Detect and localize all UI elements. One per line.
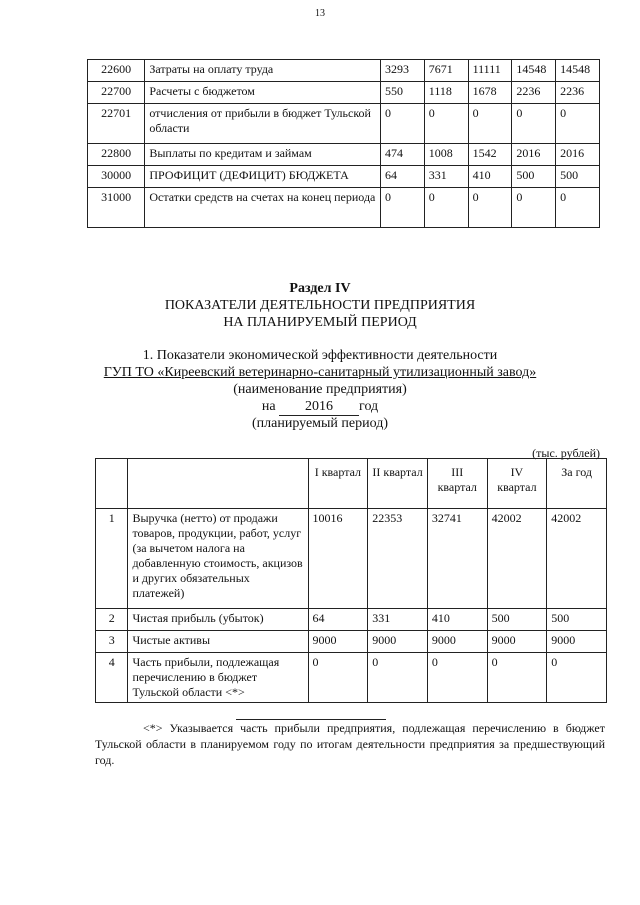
row-code: 31000 bbox=[88, 188, 145, 228]
row-value: 14548 bbox=[512, 60, 556, 82]
row-name: Выплаты по кредитам и займам bbox=[145, 144, 381, 166]
table-row bbox=[88, 188, 600, 228]
row-name: Часть прибыли, подлежащая перечислению в бюджет Тульской области <*> bbox=[128, 653, 308, 703]
row-code: 22701 bbox=[88, 104, 145, 144]
row-value: 1118 bbox=[424, 82, 468, 104]
header-q4: IV квартал bbox=[487, 459, 547, 509]
row-value: 500 bbox=[487, 609, 547, 631]
row-name: отчисления от прибыли в бюджет Тульской области bbox=[145, 104, 381, 144]
row-value: 0 bbox=[381, 188, 425, 228]
row-value: 0 bbox=[424, 188, 468, 228]
row-number: 3 bbox=[96, 631, 128, 653]
row-code: 30000 bbox=[88, 166, 145, 188]
header-q1: I квартал bbox=[308, 459, 368, 509]
unit-label: (тыс. рублей) bbox=[532, 446, 600, 460]
planning-year: 2016 bbox=[279, 398, 359, 416]
row-value: 42002 bbox=[547, 509, 607, 609]
row-value: 9000 bbox=[547, 631, 607, 653]
row-value: 0 bbox=[381, 104, 425, 144]
row-value: 9000 bbox=[368, 631, 428, 653]
row-number: 2 bbox=[96, 609, 128, 631]
year-suffix: год bbox=[359, 399, 379, 414]
row-name: Затраты на оплату труда bbox=[145, 60, 381, 82]
row-value: 474 bbox=[381, 144, 425, 166]
row-value: 10016 bbox=[308, 509, 368, 609]
row-value: 410 bbox=[468, 166, 512, 188]
row-value: 22353 bbox=[368, 509, 428, 609]
row-value: 32741 bbox=[427, 509, 487, 609]
row-value: 0 bbox=[427, 653, 487, 703]
table-row bbox=[88, 104, 600, 144]
row-value: 0 bbox=[556, 104, 600, 144]
row-value: 1008 bbox=[424, 144, 468, 166]
period-caption: (планируемый период) bbox=[251, 416, 389, 431]
header-year: За год bbox=[547, 459, 607, 509]
row-value: 0 bbox=[424, 104, 468, 144]
planning-year-line bbox=[0, 398, 640, 416]
row-name: Чистые активы bbox=[128, 631, 308, 653]
row-name: Выручка (нетто) от продажи товаров, продукции, работ, услуг (за вычетом налога на добавленную стоимость, акцизов и других обязательных платежей) bbox=[128, 509, 308, 609]
row-value: 0 bbox=[468, 188, 512, 228]
row-name: Чистая прибыль (убыток) bbox=[128, 609, 308, 631]
row-value: 0 bbox=[547, 653, 607, 703]
year-prefix: на bbox=[261, 399, 276, 414]
efficiency-heading: 1. Показатели экономической эффективности деятельности bbox=[142, 348, 498, 363]
row-value: 500 bbox=[547, 609, 607, 631]
section-subtitle-line2: НА ПЛАНИРУЕМЫЙ ПЕРИОД bbox=[223, 315, 417, 330]
row-value: 410 bbox=[427, 609, 487, 631]
header-num bbox=[96, 459, 128, 509]
row-number: 4 bbox=[96, 653, 128, 703]
table-row bbox=[88, 166, 600, 188]
table-row bbox=[96, 509, 607, 609]
row-value: 2236 bbox=[512, 82, 556, 104]
row-value: 7671 bbox=[424, 60, 468, 82]
row-value: 500 bbox=[512, 166, 556, 188]
table-row bbox=[96, 631, 607, 653]
row-value: 14548 bbox=[556, 60, 600, 82]
row-value: 1542 bbox=[468, 144, 512, 166]
row-code: 22600 bbox=[88, 60, 145, 82]
row-name: Расчеты с бюджетом bbox=[145, 82, 381, 104]
table-row bbox=[88, 144, 600, 166]
row-name: Остатки средств на счетах на конец периода bbox=[145, 188, 381, 228]
row-value: 9000 bbox=[308, 631, 368, 653]
row-value: 0 bbox=[487, 653, 547, 703]
row-value: 0 bbox=[368, 653, 428, 703]
row-value: 64 bbox=[381, 166, 425, 188]
section-subtitle-line1: ПОКАЗАТЕЛИ ДЕЯТЕЛЬНОСТИ ПРЕДПРИЯТИЯ bbox=[164, 298, 476, 313]
row-value: 42002 bbox=[487, 509, 547, 609]
row-value: 0 bbox=[308, 653, 368, 703]
row-value: 64 bbox=[308, 609, 368, 631]
table-row bbox=[88, 60, 600, 82]
header-q3: III квартал bbox=[427, 459, 487, 509]
enterprise-caption: (наименование предприятия) bbox=[233, 382, 407, 397]
row-value: 331 bbox=[368, 609, 428, 631]
row-value: 331 bbox=[424, 166, 468, 188]
row-code: 22700 bbox=[88, 82, 145, 104]
budget-table bbox=[87, 59, 600, 228]
row-value: 0 bbox=[468, 104, 512, 144]
enterprise-name: ГУП ТО «Киреевский ветеринарно-санитарный утилизационный завод» bbox=[103, 365, 537, 380]
row-value: 2016 bbox=[512, 144, 556, 166]
row-value: 9000 bbox=[427, 631, 487, 653]
row-value: 0 bbox=[556, 188, 600, 228]
row-value: 11111 bbox=[468, 60, 512, 82]
row-value: 3293 bbox=[381, 60, 425, 82]
row-value: 0 bbox=[512, 104, 556, 144]
row-value: 1678 bbox=[468, 82, 512, 104]
indicators-table bbox=[95, 458, 607, 703]
table-row bbox=[96, 609, 607, 631]
row-name: ПРОФИЦИТ (ДЕФИЦИТ) БЮДЖЕТА bbox=[145, 166, 381, 188]
header-q2: II квартал bbox=[368, 459, 428, 509]
row-number: 1 bbox=[96, 509, 128, 609]
row-value: 9000 bbox=[487, 631, 547, 653]
row-value: 2236 bbox=[556, 82, 600, 104]
row-code: 22800 bbox=[88, 144, 145, 166]
table-row bbox=[96, 653, 607, 703]
page-number: 13 bbox=[315, 8, 325, 19]
table-row bbox=[88, 82, 600, 104]
header-name bbox=[128, 459, 308, 509]
section-title: Раздел IV bbox=[289, 281, 351, 296]
row-value: 550 bbox=[381, 82, 425, 104]
row-value: 2016 bbox=[556, 144, 600, 166]
row-value: 500 bbox=[556, 166, 600, 188]
footnote: <*> Указывается часть прибыли предприятия, подлежащая перечислению в бюджет Тульской области в планируемом году по итогам деятельности предприятия за предшествующий год. bbox=[95, 721, 605, 767]
row-value: 0 bbox=[512, 188, 556, 228]
